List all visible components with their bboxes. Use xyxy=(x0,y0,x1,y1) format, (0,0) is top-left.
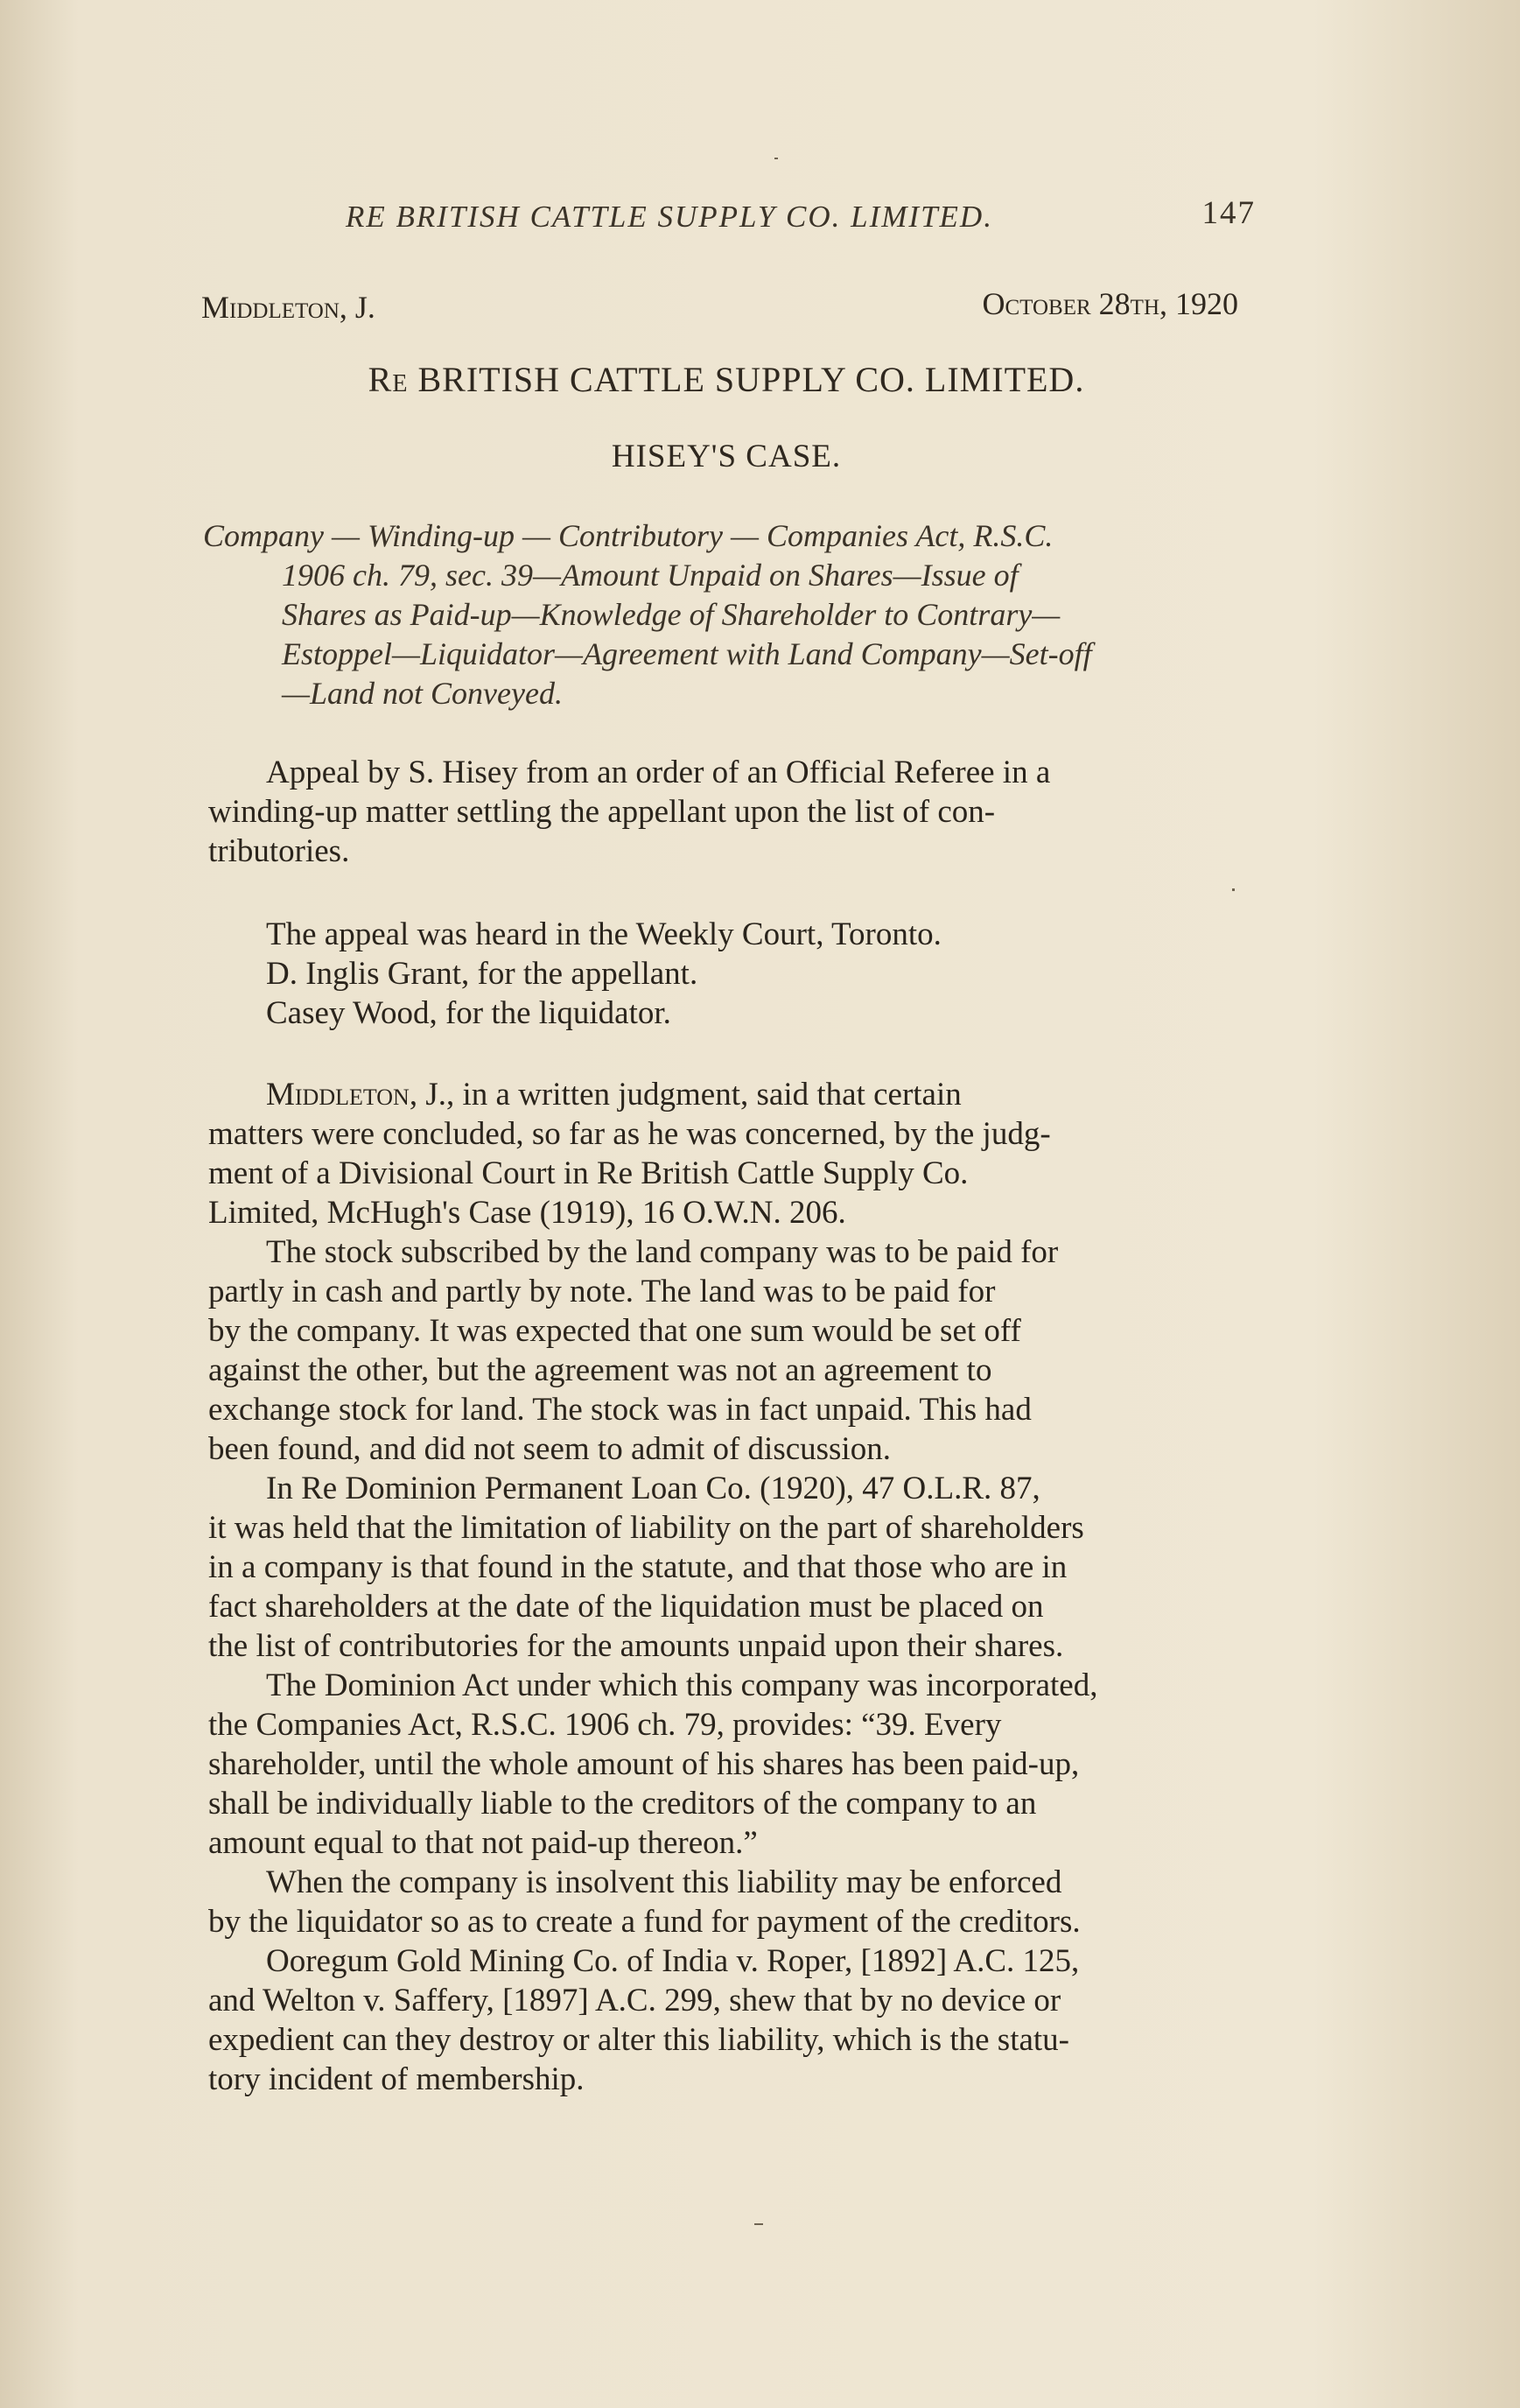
text-line: exchange stock for land. The stock was in fact unpaid. This had xyxy=(208,1392,1032,1428)
text-line: Limited, McHugh's Case (1919), 16 O.W.N. 206. xyxy=(208,1195,846,1231)
text-line: winding-up matter settling the appellant upon the list of con- xyxy=(208,794,996,830)
headnote-line: 1906 ch. 79, sec. 39—Amount Unpaid on Shares—Issue of xyxy=(282,558,1019,593)
hearing-line: The appeal was heard in the Weekly Court, Toronto. xyxy=(266,916,942,952)
text-line: shareholder, until the whole amount of his shares has been paid-up, xyxy=(208,1746,1080,1782)
text-line: In Re Dominion Permanent Loan Co. (1920), 47 O.L.R. 87, xyxy=(266,1471,1040,1506)
text-line: The stock subscribed by the land company was to be paid for xyxy=(266,1234,1059,1270)
judgment-opening-line: Middleton, J., in a written judgment, said that certain xyxy=(266,1077,962,1113)
paper-speck xyxy=(1232,888,1235,891)
headnote-line: Estoppel—Liquidator—Agreement with Land Company—Set-off xyxy=(282,636,1092,671)
text-line: against the other, but the agreement was not an agreement to xyxy=(208,1352,992,1388)
headnote xyxy=(203,516,1253,713)
judge-name: Middleton, J. xyxy=(201,290,375,325)
running-head xyxy=(346,195,1256,235)
running-head-title: RE BRITISH CATTLE SUPPLY CO. LIMITED. xyxy=(346,200,993,234)
judge-name-inline: Middleton xyxy=(266,1077,410,1113)
appeal-paragraph xyxy=(208,753,1267,871)
paper-speck xyxy=(774,158,778,159)
text-line: shall be individually liable to the creditors of the company to an xyxy=(208,1786,1037,1822)
paper-speck xyxy=(754,2223,763,2225)
text-line: amount equal to that not paid-up thereon.” xyxy=(208,1825,758,1861)
text-line: Ooregum Gold Mining Co. of India v. Roper, [1892] A.C. 125, xyxy=(266,1943,1080,1979)
case-subtitle: HISEY'S CASE. xyxy=(611,439,842,474)
case-title-prefix: Re xyxy=(368,360,409,399)
hearing-block xyxy=(208,915,1267,1033)
text-line: tory incident of membership. xyxy=(208,2061,585,2097)
text-line: fact shareholders at the date of the liquidation must be placed on xyxy=(208,1589,1044,1625)
text-line: When the company is insolvent this liability may be enforced xyxy=(266,1864,1062,1900)
text-line: in a company is that found in the statute, and that those who are in xyxy=(208,1549,1068,1585)
headnote-line: —Land not Conveyed. xyxy=(282,676,563,711)
text-line: expedient can they destroy or alter this liability, which is the statu- xyxy=(208,2022,1070,2058)
headnote-line: Company — Winding-up — Contributory — Companies Act, R.S.C. xyxy=(203,518,1054,553)
counsel-liquidator: Casey Wood, for the liquidator. xyxy=(266,995,671,1031)
case-title-rest: BRITISH CATTLE SUPPLY CO. LIMITED. xyxy=(417,360,1085,399)
text-line: by the liquidator so as to create a fund for payment of the creditors. xyxy=(208,1904,1081,1940)
case-title xyxy=(0,359,1453,400)
text-line: partly in cash and partly by note. The land was to be paid for xyxy=(208,1274,996,1309)
text-line: ment of a Divisional Court in Re British Cattle Supply Co. xyxy=(208,1155,969,1191)
counsel-appellant: D. Inglis Grant, for the appellant. xyxy=(266,956,698,992)
text-line: been found, and did not seem to admit of discussion. xyxy=(208,1431,891,1467)
text-line: Appeal by S. Hisey from an order of an Official Referee in a xyxy=(266,755,1051,790)
text-line: tributories. xyxy=(208,833,350,869)
text-line: matters were concluded, so far as he was concerned, by the judg- xyxy=(208,1116,1051,1152)
text-line: by the company. It was expected that one sum would be set off xyxy=(208,1313,1021,1349)
text-line: the list of contributories for the amounts unpaid upon their shares. xyxy=(208,1628,1064,1664)
text-line: The Dominion Act under which this company was incorporated, xyxy=(266,1667,1098,1703)
headnote-line: Shares as Paid-up—Knowledge of Shareholder to Contrary— xyxy=(282,597,1061,632)
text-line: the Companies Act, R.S.C. 1906 ch. 79, provides: “39. Every xyxy=(208,1707,1002,1743)
dateline xyxy=(201,286,1238,326)
page-number: 147 xyxy=(1201,195,1256,231)
judgment-date: October 28th, 1920 xyxy=(982,286,1238,321)
judgment-body xyxy=(208,1075,1267,2099)
text-line: it was held that the limitation of liability on the part of shareholders xyxy=(208,1510,1084,1546)
text-line: and Welton v. Saffery, [1897] A.C. 299, shew that by no device or xyxy=(208,1983,1061,2018)
